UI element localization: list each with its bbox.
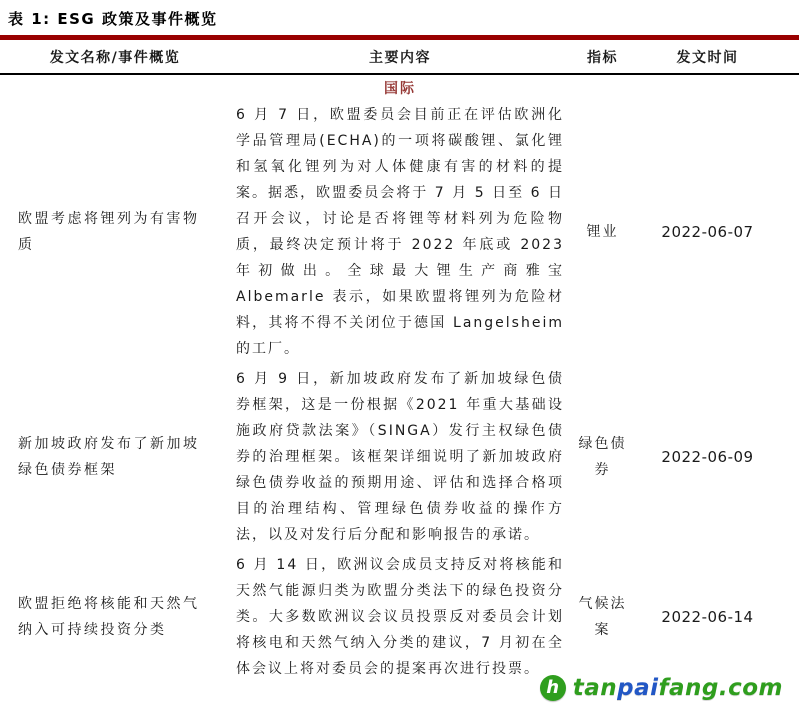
col-header-indicator: 指标 (587, 50, 618, 66)
row-date: 2022-06-09 (661, 448, 754, 466)
row-indicator: 绿色债券 (578, 436, 627, 478)
logo-text (573, 675, 783, 701)
col-header-content: 主要内容 (369, 50, 431, 66)
section-label-international: 国际 (384, 81, 416, 97)
row-date: 2022-06-07 (661, 223, 754, 241)
table-row (0, 550, 799, 684)
row-content: 6 月 7 日，欧盟委员会目前正在评估欧洲化学品管理局(ECHA)的一项将碳酸锂、氯化锂和氢氧化锂列为对人体健康有害的材料的提案。据悉，欧盟委员会将于 7 月 5 日至 6 日召开会议，讨论是否将锂等材料列为危险物质，最终决定预计将于 2022 年底或 2023 年初做出。全球最大锂生产商雅宝 Albemarle 表示，如果欧盟将锂列为危险材料，其将不得不关闭位于德国 Langelsheim 的工厂。 (236, 107, 564, 357)
row-indicator: 锂业 (586, 224, 619, 240)
logo-icon-glyph: h (546, 677, 560, 698)
tanpaifang-leaf-icon (540, 675, 566, 701)
row-date: 2022-06-14 (661, 608, 754, 626)
logo-text-fang: fang.com (658, 675, 783, 701)
row-content: 6 月 9 日，新加坡政府发布了新加坡绿色债券框架，这是一份根据《2021 年重大基础设施政府贷款法案》（SINGA）发行主权绿色债券的治理框架。该框架详细说明了新加坡政府绿色债券收益的预期用途、评估和选择合格项目的治理结构、管理绿色债券收益的操作方法，以及对发行后分配和影响报告的承诺。 (236, 371, 564, 543)
table-row (0, 364, 799, 550)
col-header-name: 发文名称/事件概览 (49, 50, 181, 66)
col-header-date: 发文时间 (676, 50, 739, 66)
row-content: 6 月 14 日，欧洲议会成员支持反对将核能和天然气能源归类为欧盟分类法下的绿色投资分类。大多数欧洲议会议员投票反对委员会计划将核电和天然气纳入分类的建议，7 月初在全体会议上将对委员会的提案再次进行投票。 (236, 557, 564, 677)
logo-text-tan: tan (572, 675, 618, 701)
table-title: 表 1: ESG 政策及事件概览 (8, 10, 218, 28)
section-row (0, 75, 799, 100)
row-name: 欧盟拒绝将核能和天然气纳入可持续投资分类 (18, 596, 200, 638)
row-name: 新加坡政府发布了新加坡绿色债券框架 (18, 436, 200, 478)
tanpaifang-logo[interactable] (540, 675, 783, 701)
table-header-row (0, 40, 799, 75)
row-indicator: 气候法案 (578, 596, 627, 638)
logo-text-pai: pai (617, 675, 659, 701)
table-row (0, 100, 799, 364)
row-name: 欧盟考虑将锂列为有害物质 (18, 211, 200, 253)
